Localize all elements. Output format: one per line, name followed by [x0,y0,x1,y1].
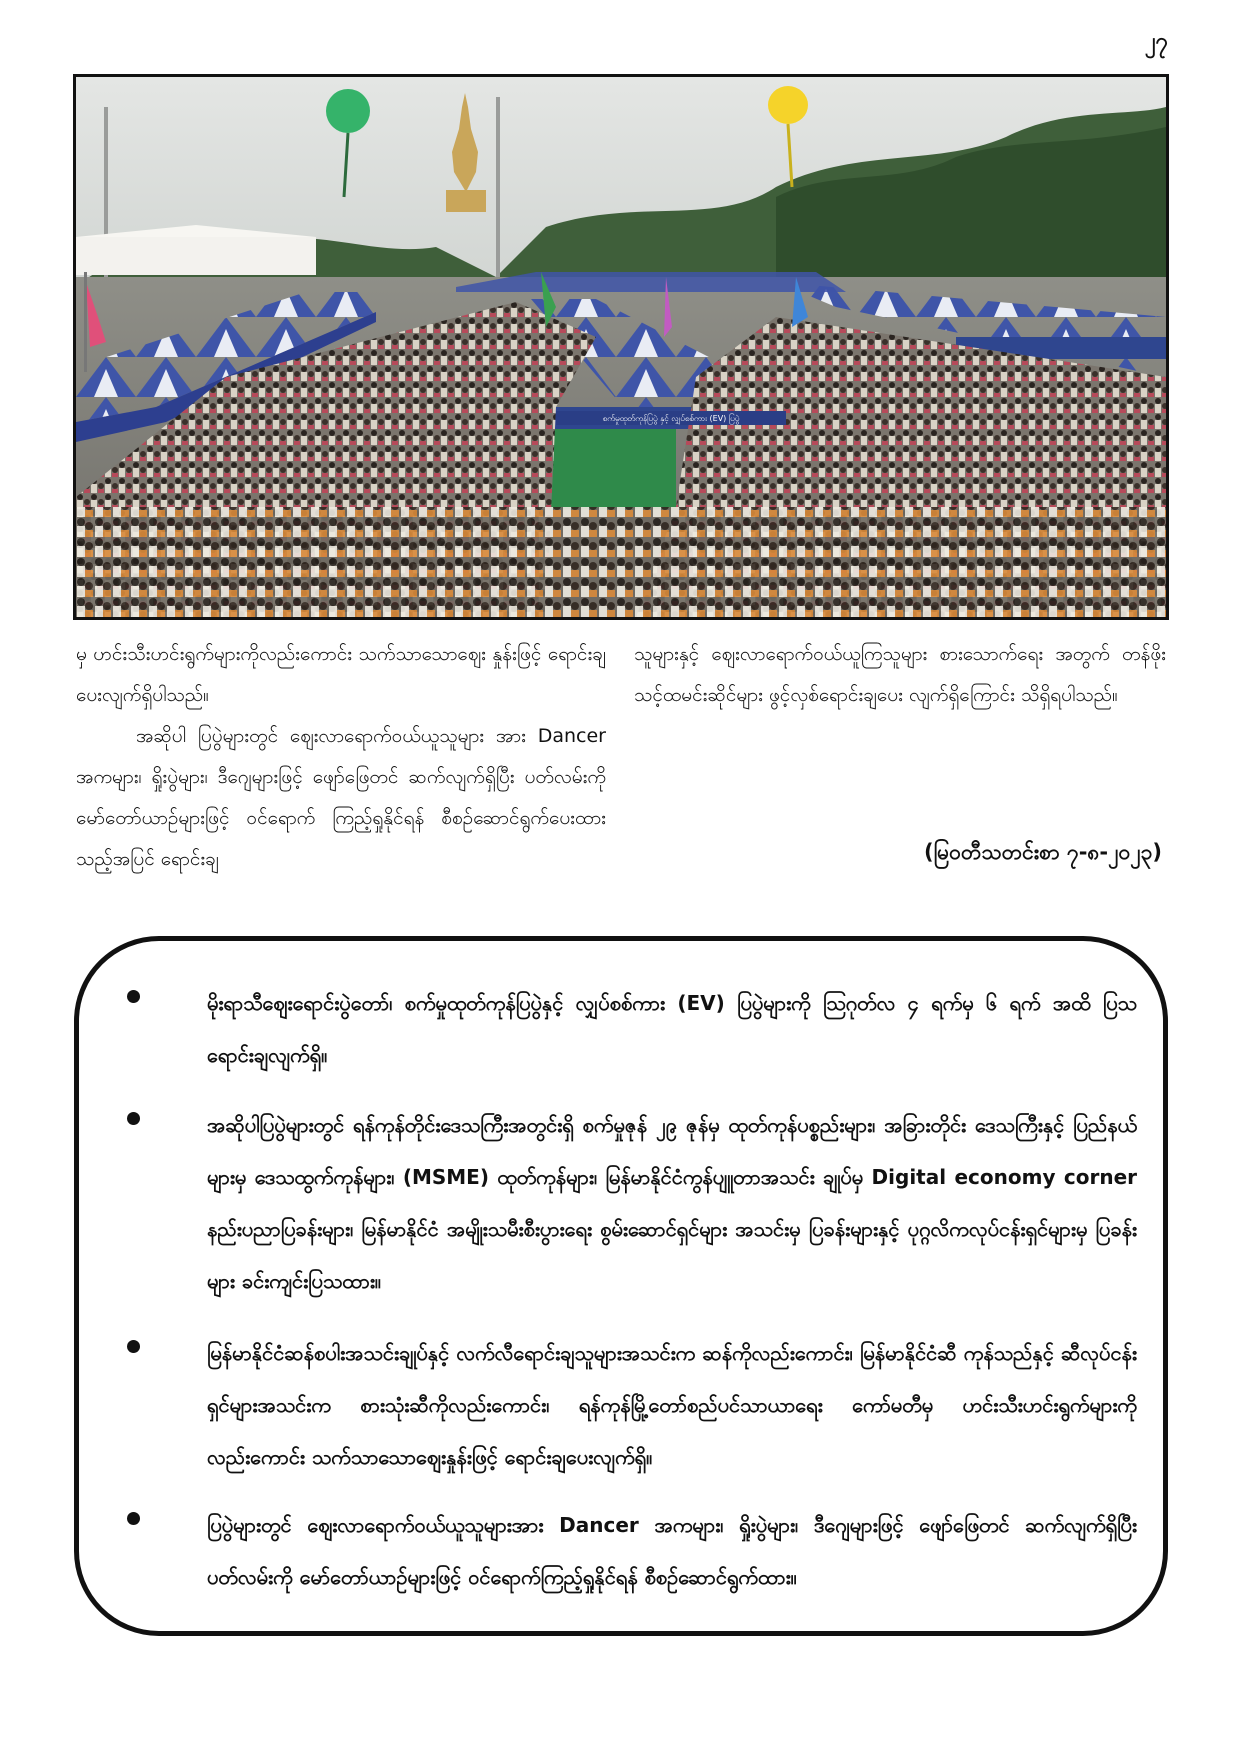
fair-photo-illustration [76,77,1166,617]
bullet-dot-icon [127,1340,140,1353]
summary-bullet-text: ပြပွဲများတွင် ဈေးလာရောက်ဝယ်ယူသူများအား Dancer အကများ၊ ရှိုးပွဲများ၊ ဒီဂျေများဖြင့် ဖျော်ဖြေတင် ဆက်လျက်ရှိပြီး ပတ်လမ်းကို မော်တော်ယာဉ်များဖြင့် ဝင်ရောက်ကြည့်ရှုနိုင်ရန် စီစဉ်ဆောင်ရွက်ထား။ [207,1513,1137,1589]
summary-bullet-text: မိုးရာသီဈေးရောင်းပွဲတော်၊ စက်မှုထုတ်ကုန်ပြပွဲနှင့် လျှပ်စစ်ကား (EV) ပြပွဲများကို ဩဂုတ်လ ၄ ရက်မှ ၆ ရက် အထိ ပြသရောင်းချလျက်ရှိ။ [207,991,1137,1067]
article-columns [76,634,1166,904]
summary-bullet [127,1327,1137,1483]
summary-bullet-text: အဆိုပါပြပွဲများတွင် ရန်ကုန်တိုင်းဒေသကြီးအတွင်းရှိ စက်မှုဇုန် ၂၉ ဇုန်မှ ထုတ်ကုန်ပစ္စည်းများ၊ အခြားတိုင်း ဒေသကြီးနှင့် ပြည်နယ်များမှ ဒေသထွက်ကုန်များ၊ (MSME) ထုတ်ကုန်များ၊ မြန်မာနိုင်ငံကွန်ပျူတာအသင်း ချုပ်မှ Digital economy corner နည်းပညာပြခန်းများ၊ မြန်မာနိုင်ငံ အမျိုးသမီးစီးပွားရေး စွမ်းဆောင်ရှင်များ အသင်းမှ ပြခန်းများနှင့် ပုဂ္ဂလိကလုပ်ငန်းရှင်များမှ ပြခန်းများ ခင်းကျင်းပြသထား။ [207,1113,1137,1293]
article-left-paragraph-2: အဆိုပါ ပြပွဲများတွင် ဈေးလာရောက်ဝယ်ယူသူများ အား Dancer အကများ၊ ရှိုးပွဲများ၊ ဒီဂျေများဖြင့် ဖျော်ဖြေတင် ဆက်လျက်ရှိပြီး ပတ်လမ်းကို မော်တော်ယာဉ်များဖြင့် ဝင်ရောက် ကြည့်ရှုနိုင်ရန် စီစဉ်ဆောင်ရွက်ပေးထားသည့်အပြင် ရောင်းချ [76,725,606,870]
summary-box [74,936,1168,1636]
yellow-balloon [768,86,808,124]
fair-banner-text: စက်မှုထုတ်ကုန်ပြပွဲ နှင့် လျှပ်စစ်ကား (EV) ပြပွဲ [602,414,740,423]
fair-photo [73,74,1169,620]
bullet-dot-icon [127,990,140,1003]
green-balloon [326,89,370,133]
summary-bullet-text: မြန်မာနိုင်ငံဆန်စပါးအသင်းချုပ်နှင့် လက်လီရောင်းချသူများအသင်းက ဆန်ကိုလည်းကောင်း၊ မြန်မာနိုင်ငံဆီ ကုန်သည်နှင့် ဆီလုပ်ငန်းရှင်များအသင်းက စားသုံးဆီကိုလည်းကောင်း၊ ရန်ကုန်မြို့တော်စည်ပင်သာယာရေး ကော်မတီမှ ဟင်းသီးဟင်းရွက်များကိုလည်းကောင်း သက်သာသောဈေးနှုန်းဖြင့် ရောင်းချပေးလျက်ရှိ။ [207,1341,1137,1469]
article-source: (မြဝတီသတင်းစာ ၇-၈-၂၀၂၃) [924,840,1162,864]
bullet-dot-icon [127,1512,140,1525]
page-number: ၂၇ [1144,29,1168,54]
bullet-dot-icon [127,1112,140,1125]
article-right-column [634,634,1166,716]
article-left-column [76,634,606,880]
article-left-paragraph-1: မှ ဟင်းသီးဟင်းရွက်များကိုလည်းကောင်း သက်သာသောဈေး နှုန်းဖြင့် ရောင်းချပေးလျက်ရှိပါသည်။ [76,643,606,706]
summary-bullet [127,1499,1137,1603]
summary-bullet [127,977,1137,1081]
article-right-paragraph: သူများနှင့် ဈေးလာရောက်ဝယ်ယူကြသူများ စားသောက်ရေး အတွက် တန်ဖိုးသင့်ထမင်းဆိုင်များ ဖွင့်လှစ်ရောင်းချပေး လျက်ရှိကြောင်း သိရှိရပါသည်။ [634,643,1166,706]
summary-bullet [127,1099,1137,1307]
